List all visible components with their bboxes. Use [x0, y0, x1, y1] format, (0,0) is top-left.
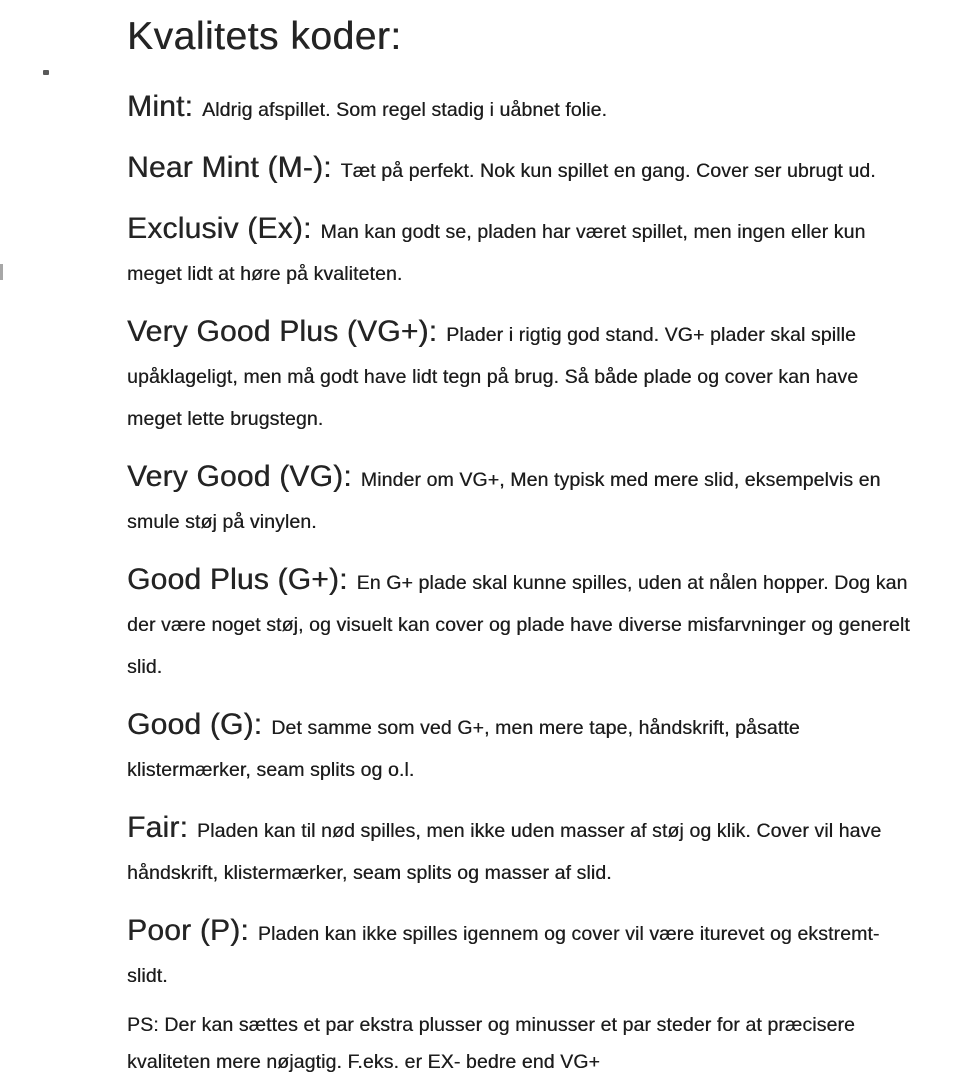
- grade-term: Very Good (VG):: [127, 460, 352, 493]
- grade-term: Good Plus (G+):: [127, 563, 348, 596]
- grade-term: Near Mint (M-):: [127, 151, 332, 184]
- grade-description: Tæt på perfekt. Nok kun spillet en gang. Cover ser ubrugt ud.: [340, 160, 876, 182]
- grade-entry-very-good: [127, 456, 910, 544]
- page-title: Kvalitets koder:: [127, 15, 402, 58]
- grade-description: Plader i rigtig god stand. VG+ plader skal spille upåklageligt, men må godt have lidt tegn på brug. Så både plade og cover kan have meget lette brugstegn.: [127, 324, 859, 430]
- grade-entry-good: [127, 704, 910, 792]
- grade-description: Pladen kan til nød spilles, men ikke uden masser af støj og klik. Cover vil have håndskrift, klistermærker, seam splits og masser af slid.: [127, 820, 882, 884]
- grade-term: Mint:: [127, 90, 194, 123]
- grade-description: Aldrig afspillet. Som regel stadig i uåbnet folie.: [202, 99, 607, 121]
- grade-entry-mint: [127, 86, 910, 132]
- grade-entry-near-mint: [127, 147, 910, 193]
- grade-entry-fair: [127, 807, 910, 895]
- grade-description: Minder om VG+, Men typisk med mere slid, eksempelvis en smule støj på vinylen.: [127, 469, 881, 533]
- grade-entry-very-good-plus: [127, 311, 910, 441]
- grade-description: Det samme som ved G+, men mere tape, håndskrift, påsatte klistermærker, seam splits og o.l.: [127, 717, 800, 781]
- grade-term: Poor (P):: [127, 914, 249, 947]
- grade-description: Pladen kan ikke spilles igennem og cover vil være iturevet og ekstremt- slidt.: [127, 923, 880, 987]
- grade-entry-poor: [127, 910, 910, 998]
- ps-footnote: PS: Der kan sættes et par ekstra plusser og minusser et par steder for at præcisere kvaliteten mere nøjagtig. F.eks. er EX- bedre end VG+: [127, 1014, 855, 1073]
- grade-description: Man kan godt se, pladen har været spillet, men ingen eller kun meget lidt at høre på kvaliteten.: [127, 221, 866, 285]
- grade-term: Good (G):: [127, 708, 263, 741]
- grade-entry-exclusiv: [127, 208, 910, 296]
- scan-edge-mark-artifact: [0, 264, 3, 280]
- grade-term: Exclusiv (Ex):: [127, 212, 312, 245]
- scan-speck-artifact: [43, 70, 49, 75]
- grade-entry-good-plus: [127, 559, 910, 689]
- grade-term: Fair:: [127, 811, 188, 844]
- grade-description: En G+ plade skal kunne spilles, uden at nålen hopper. Dog kan der være noget støj, og visuelt kan cover og plade have diverse misfarvninger og generelt slid.: [127, 572, 910, 678]
- grade-term: Very Good Plus (VG+):: [127, 315, 438, 348]
